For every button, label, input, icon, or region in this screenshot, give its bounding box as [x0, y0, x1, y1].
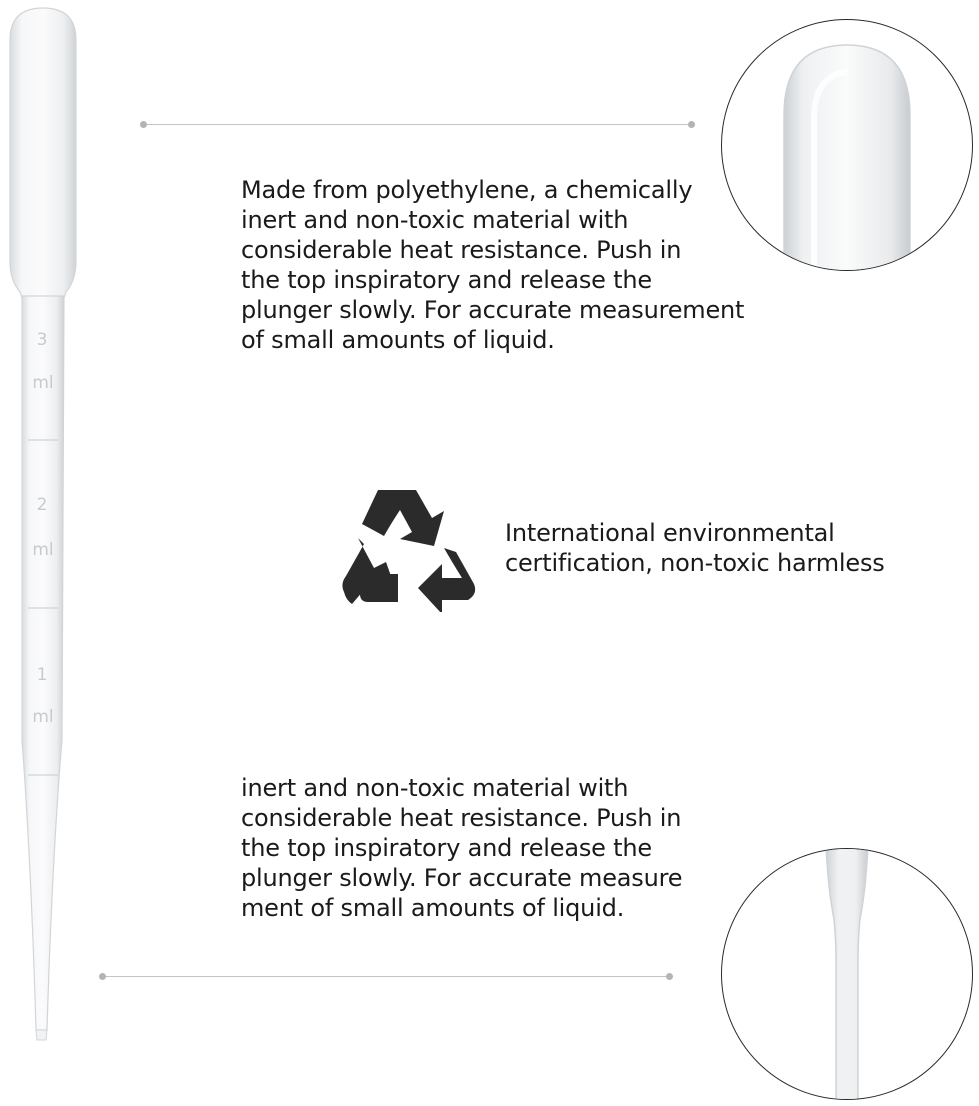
description-bottom: inert and non-toxic material with considerable heat resistance. Push in the top inspiratory and release the plunger slowly. For accurate measure ment of small amounts of liquid.: [241, 774, 683, 922]
bottom-divider-dot-left: [99, 973, 106, 980]
top-divider-dot-left: [140, 121, 147, 128]
pipette-image: [0, 0, 100, 1060]
scale-unit-2: ml: [32, 540, 54, 560]
scale-number-3: 3: [36, 330, 48, 350]
scale-number-2: 2: [36, 495, 48, 515]
top-divider: [145, 124, 692, 125]
bottom-divider-dot-right: [666, 973, 673, 980]
bottom-divider: [103, 976, 670, 977]
top-divider-dot-right: [688, 121, 695, 128]
scale-number-1: 1: [36, 665, 48, 685]
description-top: Made from polyethylene, a chemically inert and non-toxic material with considerable heat resistance. Push in the top inspiratory and release the plunger slowly. For accurate measurement of small amounts of liquid.: [241, 176, 745, 354]
scale-unit-1: ml: [32, 707, 54, 727]
recycle-icon: [338, 482, 478, 612]
scale-unit-3: ml: [32, 373, 54, 393]
certification-text: International environmental certification, non-toxic harmless: [505, 519, 885, 577]
tip-detail-loupe: [721, 848, 973, 1100]
